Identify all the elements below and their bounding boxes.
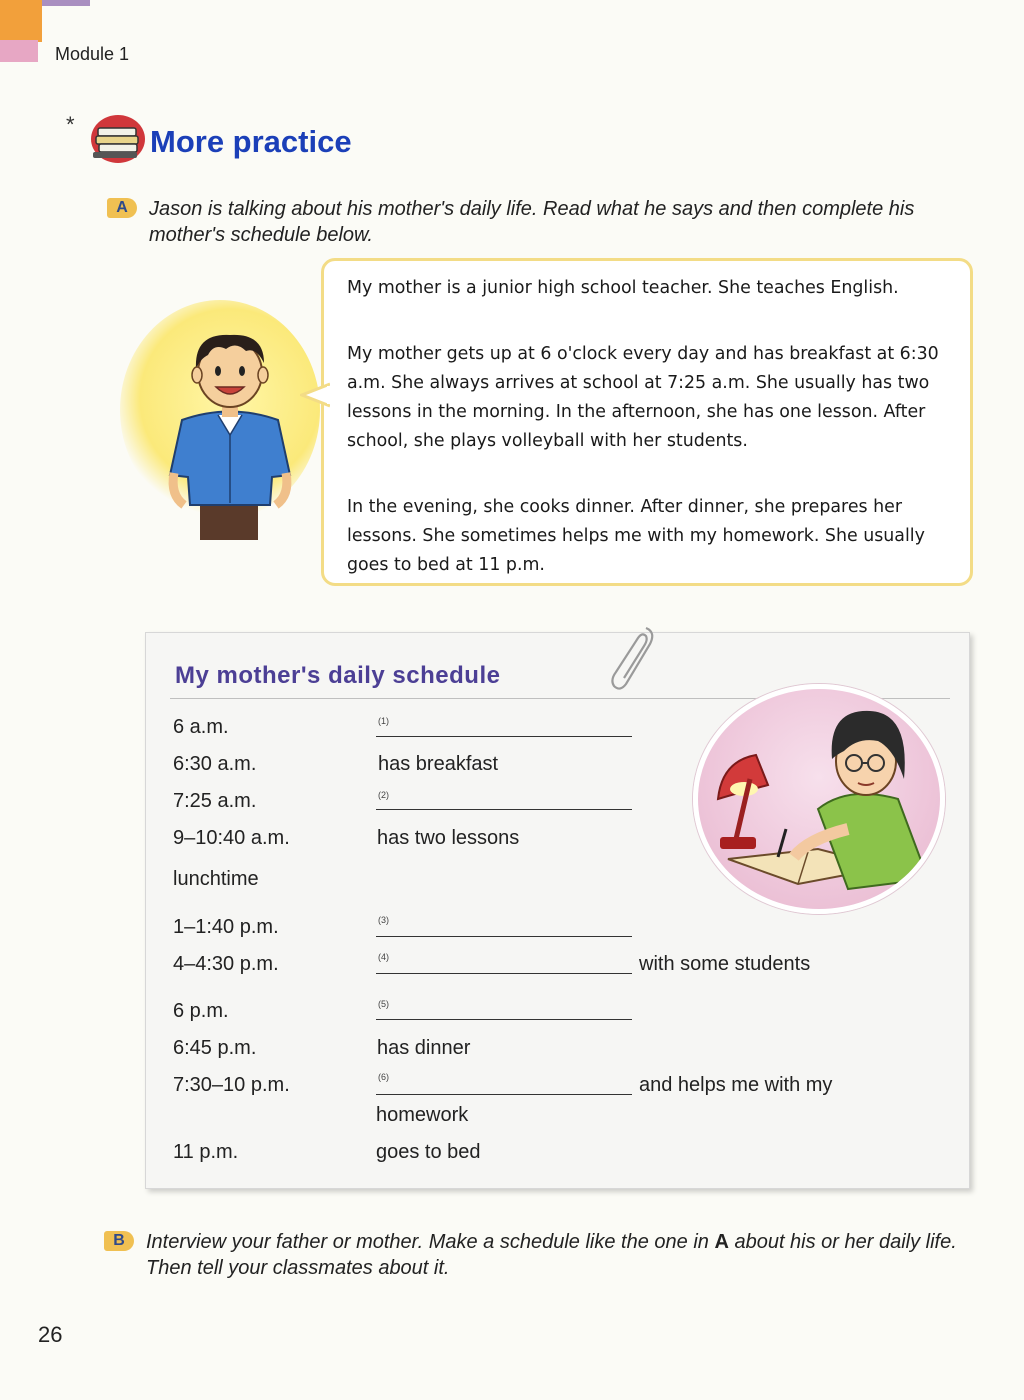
blank-number: (1) [378, 716, 389, 726]
schedule-time: lunchtime [173, 868, 259, 890]
instruction-text: Interview your father or mother. Make a schedule like the one in [146, 1231, 715, 1253]
schedule-time: 6 a.m. [173, 716, 229, 738]
schedule-time: 7:25 a.m. [173, 790, 257, 812]
blank-number: (3) [378, 915, 389, 925]
schedule-time: 6:30 a.m. [173, 753, 257, 775]
paperclip-icon [610, 622, 660, 692]
schedule-trailing-text: with some students [639, 953, 811, 975]
schedule-time: 7:30–10 p.m. [173, 1074, 290, 1096]
answer-blank-3[interactable] [376, 936, 632, 937]
schedule-time: 1–1:40 p.m. [173, 916, 279, 938]
schedule-time: 4–4:30 p.m. [173, 953, 279, 975]
schedule-activity-continuation: homework [376, 1104, 469, 1126]
corner-decoration-orange [0, 0, 42, 42]
schedule-title: My mother's daily schedule [175, 662, 501, 689]
answer-blank-2[interactable] [376, 809, 632, 810]
exercise-a-label: A [107, 198, 137, 218]
schedule-time: 11 p.m. [173, 1141, 239, 1163]
speech-bubble-tail [300, 380, 330, 410]
corner-decoration-purple [42, 0, 90, 6]
girl-studying-illustration [693, 684, 945, 914]
schedule-activity: has two lessons [377, 827, 520, 849]
instruction-text: about his or her daily life. Then tell your classmates about it. [146, 1231, 957, 1279]
schedule-time: 6 p.m. [173, 1000, 229, 1022]
speech-paragraph-3: In the evening, she cooks dinner. After dinner, she prepares her lessons. She sometimes helps me with my homework. She usually goes to bed at 11 p.m. [347, 497, 925, 575]
page-number: 26 [38, 1322, 63, 1347]
optional-marker: * [66, 112, 75, 137]
exercise-b-label: B [104, 1231, 134, 1251]
schedule-time: 9–10:40 a.m. [173, 827, 290, 849]
schedule-activity: has dinner [377, 1037, 471, 1059]
books-icon [90, 114, 146, 164]
schedule-trailing-text: and helps me with my [639, 1074, 833, 1096]
schedule-time: 6:45 p.m. [173, 1037, 257, 1059]
module-label: Module 1 [55, 44, 130, 64]
corner-decoration-pink [0, 40, 38, 62]
answer-blank-5[interactable] [376, 1019, 632, 1020]
blank-number: (6) [378, 1072, 389, 1082]
answer-blank-1[interactable] [376, 736, 632, 737]
boy-illustration [160, 325, 300, 545]
blank-number: (5) [378, 999, 389, 1009]
section-title: More practice [150, 124, 352, 159]
blank-number: (4) [378, 952, 389, 962]
blank-number: (2) [378, 790, 389, 800]
schedule-activity: has breakfast [378, 753, 499, 775]
speech-paragraph-1: My mother is a junior high school teacher. She teaches English. [347, 278, 899, 298]
instruction-reference: A [714, 1231, 729, 1253]
answer-blank-4[interactable] [376, 973, 632, 974]
exercise-b-instruction [146, 1229, 976, 1281]
exercise-a-instruction: Jason is talking about his mother's daily life. Read what he says and then complete his mother's schedule below. [149, 198, 915, 246]
speech-paragraph-2: My mother gets up at 6 o'clock every day and has breakfast at 6:30 a.m. She always arrives at school at 7:25 a.m. She usually has two lessons in the morning. In the afternoon, she has one lesson. After school, she plays volleyball with her students. [347, 344, 939, 451]
answer-blank-6[interactable] [376, 1094, 632, 1095]
girl-studying-drawing [698, 689, 940, 909]
schedule-activity: goes to bed [376, 1141, 481, 1163]
